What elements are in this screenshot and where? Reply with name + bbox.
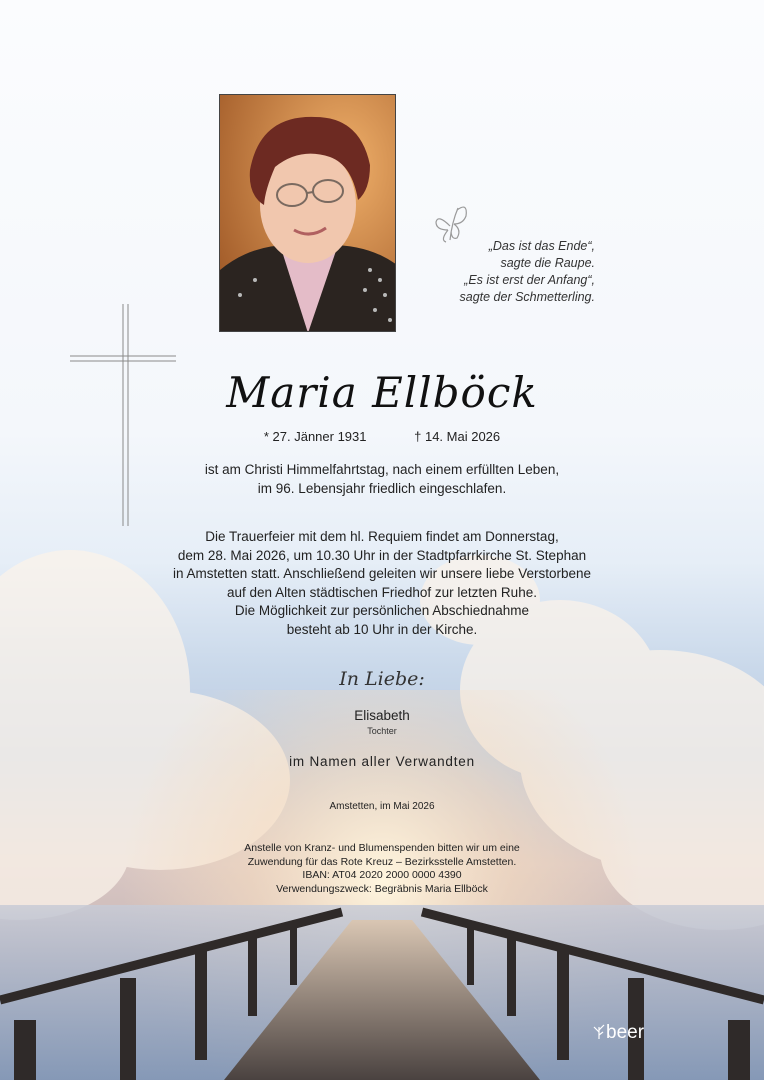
quote-line: „Das ist das Ende“, <box>488 239 595 253</box>
beer-logo <box>592 1022 662 1046</box>
donation-line: Verwendungszweck: Begräbnis Maria Ellböck <box>276 882 488 895</box>
donation-note <box>0 842 764 896</box>
butterfly-quote <box>420 238 595 306</box>
logo-tree-icon <box>592 1023 606 1039</box>
funeral-line: auf den Alten städtischen Friedhof zur letzten Ruhe. <box>227 584 537 600</box>
farewell-line: Die Möglichkeit zur persönlichen Abschiednahme <box>234 603 530 618</box>
deceased-name: Maria Ellböck <box>226 368 538 417</box>
funeral-line: Die Trauerfeier mit dem hl. Requiem findet am Donnerstag, <box>205 529 559 544</box>
death-notice <box>0 461 764 498</box>
logo-text: beer <box>606 1022 645 1043</box>
death-notice-line: im 96. Lebensjahr friedlich eingeschlafen. <box>257 480 507 496</box>
farewell-line: besteht ab 10 Uhr in der Kirche. <box>286 621 478 637</box>
funeral-line: dem 28. Mai 2026, um 10.30 Uhr in der Stadtpfarrkirche St. Stephan <box>177 547 587 563</box>
donation-line: Anstelle von Kranz- und Blumenspenden bitten wir um eine <box>244 842 520 854</box>
in-love-heading: In Liebe: <box>339 668 425 690</box>
farewell-info <box>0 602 764 639</box>
donation-line: IBAN: AT04 2020 2000 0000 4390 <box>302 869 462 881</box>
funeral-details <box>0 528 764 602</box>
death-date: † 14. Mai 2026 <box>414 429 501 444</box>
relative-role: Tochter <box>367 726 397 736</box>
family-signature: im Namen aller Verwandten <box>289 754 475 769</box>
quote-line: „Es ist erst der Anfang“, <box>464 273 595 287</box>
place-and-date: Amstetten, im Mai 2026 <box>329 801 435 812</box>
portrait-photo <box>219 94 396 332</box>
life-dates <box>0 429 764 444</box>
quote-line: sagte der Schmetterling. <box>459 290 595 304</box>
quote-line: sagte die Raupe. <box>500 256 595 270</box>
relative-name: Elisabeth <box>354 708 410 723</box>
funeral-line: in Amstetten statt. Anschließend geleiten wir unsere liebe Verstorbene <box>173 566 591 581</box>
death-notice-line: ist am Christi Himmelfahrtstag, nach einem erfüllten Leben, <box>204 462 560 477</box>
portrait-image <box>220 95 396 332</box>
donation-line: Zuwendung für das Rote Kreuz – Bezirksstelle Amstetten. <box>247 855 517 868</box>
birth-date: * 27. Jänner 1931 <box>263 429 367 444</box>
